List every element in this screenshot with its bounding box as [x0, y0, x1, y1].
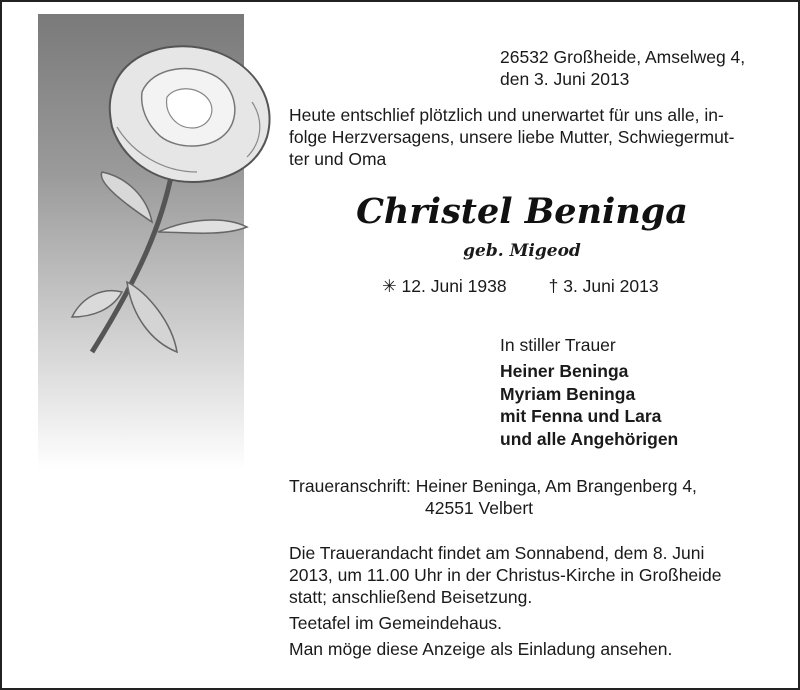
mourning-address-line: Traueranschrift: Heiner Beninga, Am Brangenberg 4,	[289, 476, 697, 496]
mourning-address-city: 42551 Velbert	[425, 498, 534, 518]
service-line: Die Trauerandacht findet am Sonnabend, dem 8. Juni	[289, 543, 705, 563]
location-date	[500, 46, 745, 90]
mourners-list	[500, 360, 678, 450]
service-line: Man möge diese Anzeige als Einladung ansehen.	[289, 639, 673, 659]
mourner: und alle Angehörigen	[500, 428, 679, 449]
intro-text	[289, 104, 759, 170]
mourning-address	[289, 475, 697, 519]
death-date: † 3. Juni 2013	[548, 276, 659, 296]
mourner: Myriam Beninga	[500, 383, 636, 404]
intro-line: folge Herzversagens, unsere liebe Mutter, Schwiegermut-	[289, 127, 735, 147]
mourner: mit Fenna und Lara	[500, 406, 662, 426]
service-line: Teetafel im Gemeindehaus.	[289, 613, 503, 633]
mourning-heading: In stiller Trauer	[500, 335, 616, 355]
mourner: Heiner Beninga	[500, 361, 629, 381]
service-info	[289, 542, 759, 660]
service-line: 2013, um 11.00 Uhr in der Christus-Kirche in Großheide	[289, 565, 722, 585]
intro-line: ter und Oma	[289, 149, 387, 169]
intro-line: Heute entschlief plötzlich und unerwartet für uns alle, in-	[289, 105, 724, 125]
maiden-name: geb. Migeod	[463, 241, 581, 261]
service-line: statt; anschließend Beisetzung.	[289, 587, 533, 607]
life-dates	[382, 275, 659, 297]
rose-illustration	[52, 32, 292, 362]
date-line: den 3. Juni 2013	[500, 69, 630, 89]
deceased-name: Christel Beninga	[356, 191, 688, 232]
birth-date: ✳ 12. Juni 1938	[382, 276, 507, 296]
location-line: 26532 Großheide, Amselweg 4,	[500, 47, 746, 67]
